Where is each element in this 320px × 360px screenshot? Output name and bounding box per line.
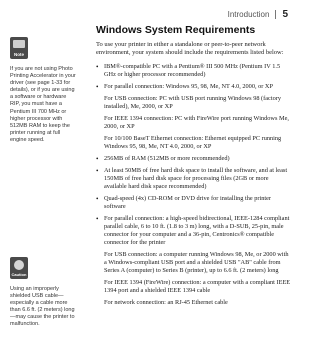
intro-paragraph: To use your printer in either a standalone or peer-to-peer network environment, your system should include the requirements listed below:: [96, 41, 284, 57]
requirement-text: • 256MB of RAM (512MB or more recommended): [104, 154, 230, 162]
header-divider: [275, 10, 276, 19]
requirement-subtext: For 10/100 BaseT Ethernet connection: Ethernet equipped PC running Windows 95, 98, Me, NT 4.0, 2000, or XP: [104, 134, 282, 150]
caution-icon-label: Caution: [11, 272, 27, 277]
requirement-text: • At least 50MB of free hard disk space to install the software, and at least 150MB of free hard disk space for processing files (2GB or more available hard disk space recommended): [104, 166, 288, 190]
requirement-item: [96, 155, 292, 163]
caution-glyph: [14, 260, 24, 270]
running-header: [228, 9, 288, 20]
requirement-subtext: For USB connection: a computer running Windows 98, Me, or 2000 with a Windows-compliant USB port and a shielded USB "AB" cable from Series A (computer) to Series B (printer), up to 6.6 ft. (2 meters) long: [104, 250, 289, 274]
page-number: 5: [282, 9, 288, 20]
requirement-subtext: For IEEE 1394 (FireWire) connection: a computer with a compliant IEEE 1394 port and a shielded IEEE 1394 cable: [104, 278, 291, 294]
caution-icon: [10, 257, 28, 279]
requirement-item: [96, 195, 292, 211]
main-content: [96, 24, 292, 311]
caution-text: Using an improperly shielded USB cable—especially a cable more than 6.6 ft. (2 meters) long—may cause the printer to malfunction.: [10, 286, 75, 328]
note-text: If you are not using Photo Printing Accelerator in your driver (see page 1-33 for details), or if you are using a software or hardware RIP, you must have a Pentium III 700 MHz or higher processor with 512MB RAM to keep the printer running at full engine speed.: [10, 66, 76, 143]
requirement-text: • Quad-speed (4x) CD-ROM or DVD drive for installing the printer software: [104, 194, 272, 210]
requirement-item: [96, 63, 292, 79]
requirement-text: • For parallel connection: Windows 95, 98, Me, NT 4.0, 2000, or XP: [104, 82, 273, 90]
requirement-subtext: For IEEE 1394 connection: PC with FireWire port running Windows Me, 2000, or XP: [104, 114, 289, 130]
requirement-text: • IBM®-compatible PC with a Pentium® III 500 MHz (Pentium IV 1.5 GHz or higher processor recommended): [104, 62, 281, 78]
requirements-list: [96, 63, 292, 307]
requirement-subtext: For USB connection: PC with USB port running Windows 98 (factory installed), Me, 2000, or XP: [104, 94, 281, 110]
requirement-item: [96, 215, 292, 307]
note-icon-label: Note: [14, 52, 24, 57]
requirement-text: • For parallel connection: a high-speed bidirectional, IEEE-1284 compliant parallel cable, 6 to 10 ft. (1.8 to 3 m) long, with a D-SUB, 25-pin, male connector for your computer and a 36-pin, Centronics® compatible connector for the printer: [104, 214, 290, 246]
requirement-item: [96, 83, 292, 151]
requirement-subtext: For network connection: an RJ-45 Ethernet cable: [104, 298, 228, 306]
requirement-item: [96, 167, 292, 191]
note-icon: [10, 37, 28, 59]
section-name: Introduction: [227, 10, 270, 19]
page-title: Windows System Requirements: [96, 24, 256, 36]
note-glyph: [13, 40, 25, 48]
